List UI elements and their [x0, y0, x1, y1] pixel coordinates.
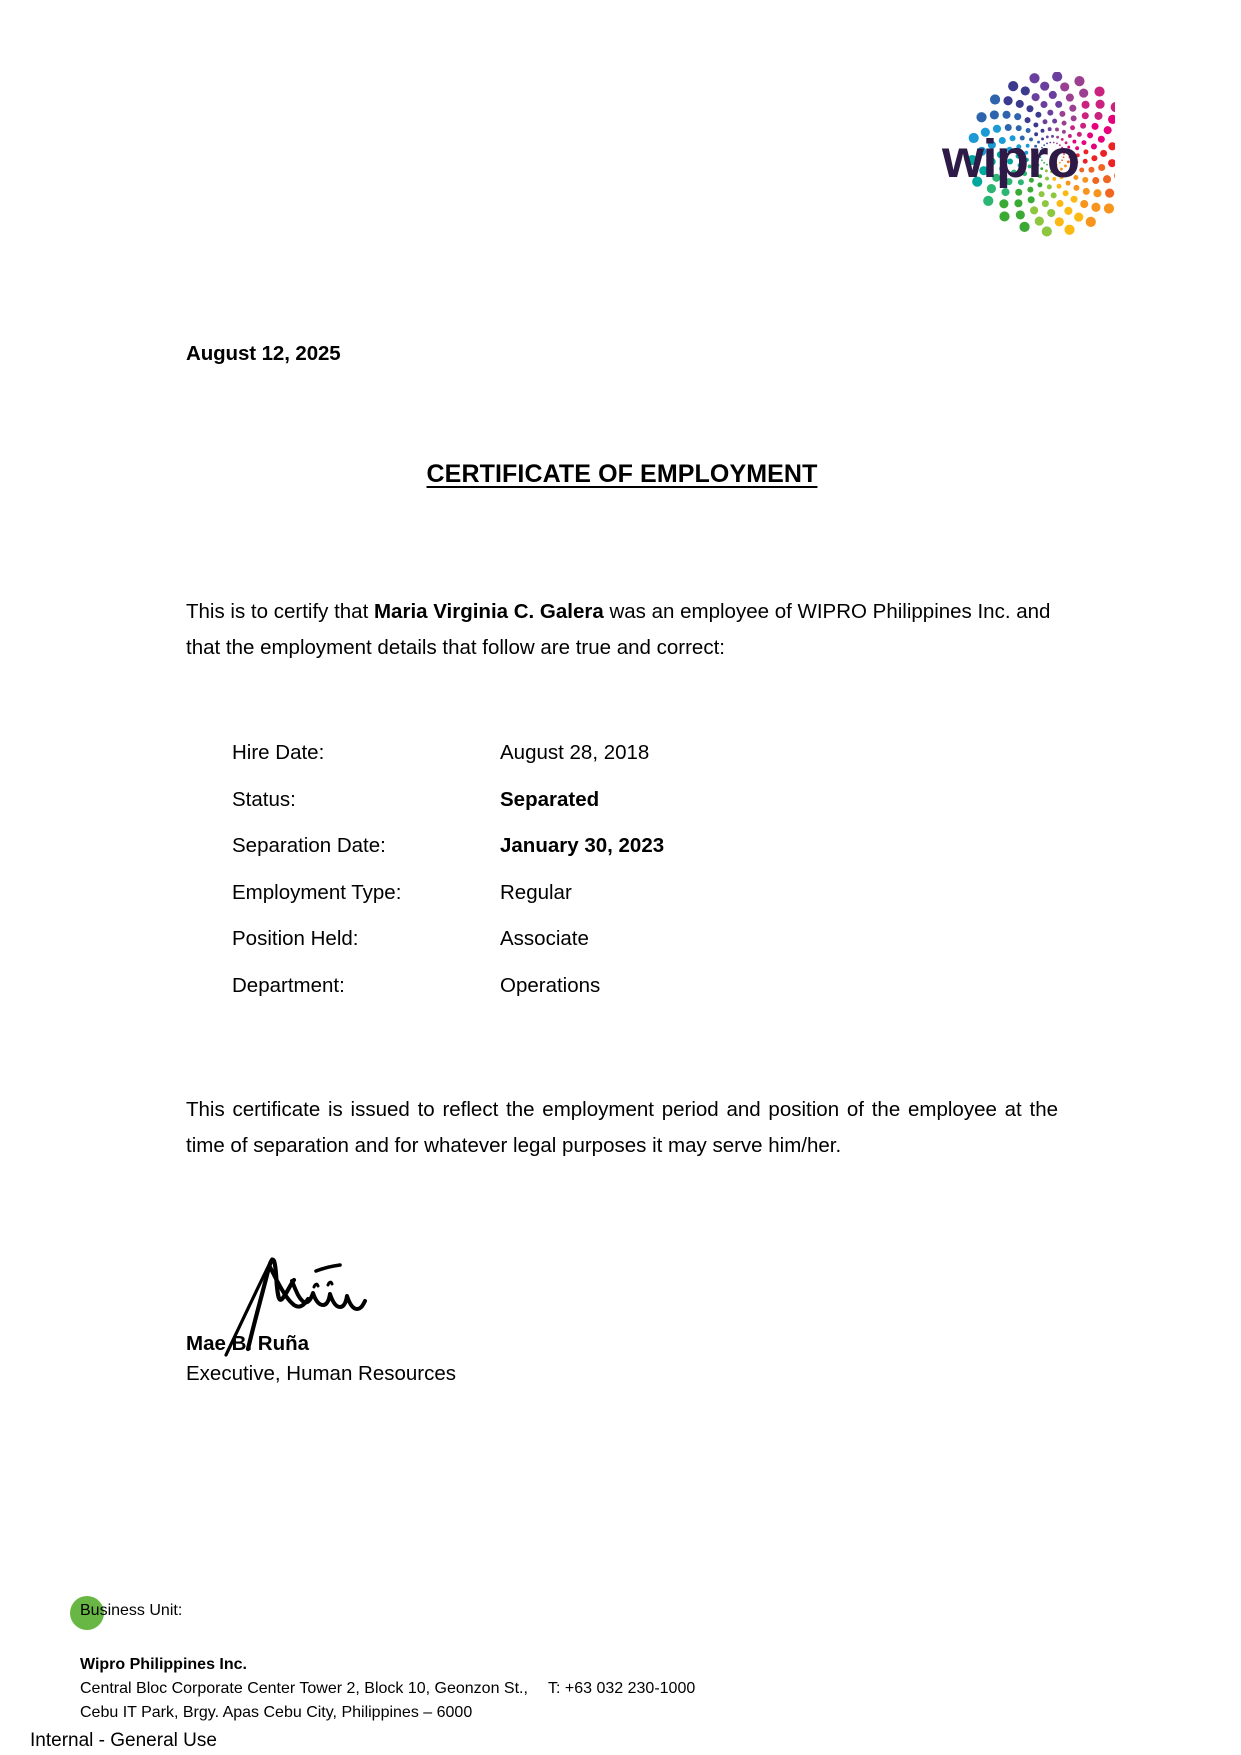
- logo-dot: [999, 199, 1008, 208]
- logo-dot: [1092, 123, 1099, 130]
- logo-dot: [1104, 203, 1114, 213]
- intro-paragraph: [186, 594, 1058, 666]
- logo-dot: [1094, 112, 1102, 120]
- logo-dot: [1062, 121, 1067, 126]
- address-line-2: Cebu IT Park, Brgy. Apas Cebu City, Philippines – 6000: [80, 1704, 473, 1721]
- logo-dot: [1052, 119, 1057, 124]
- logo-dot: [1083, 149, 1088, 154]
- company-name: Wipro Philippines Inc.: [80, 1656, 247, 1673]
- logo-dot: [1082, 101, 1090, 109]
- logo-dot: [1063, 190, 1069, 196]
- logo-dot: [1016, 100, 1024, 108]
- logo-dot: [1080, 200, 1088, 208]
- page-title-text: CERTIFICATE OF EMPLOYMENT: [426, 460, 818, 488]
- logo-dot: [1014, 113, 1021, 120]
- detail-label: Position Held:: [232, 927, 359, 950]
- detail-value: Regular: [500, 880, 572, 904]
- logo-dot: [1071, 115, 1077, 121]
- logo-dot: [1071, 196, 1078, 203]
- logo-dot: [1087, 132, 1093, 138]
- logo-dot: [1079, 168, 1084, 173]
- closing-paragraph: This certificate is issued to reflect the employment period and position of the employee at the time of separation and for whatever legal purposes it may serve him/her.: [186, 1098, 1058, 1157]
- logo-dot: [1094, 86, 1104, 96]
- table-row: [232, 789, 932, 836]
- page-title: [186, 460, 1058, 489]
- logo-dot: [1055, 101, 1062, 108]
- logo-dot: [1049, 91, 1057, 99]
- logo-dot: [1043, 119, 1048, 124]
- logo-dot: [1105, 189, 1114, 198]
- detail-label: Employment Type:: [232, 880, 402, 904]
- logo-dot: [1015, 189, 1022, 196]
- logo-dot: [1003, 96, 1012, 105]
- logo-dot: [1008, 81, 1018, 91]
- logo-dot: [1088, 167, 1094, 173]
- logo-dot: [1026, 105, 1033, 112]
- logo-dot: [1104, 126, 1112, 134]
- table-row: [232, 975, 932, 1022]
- detail-label: Hire Date:: [232, 741, 325, 764]
- detail-value: January 30, 2023: [500, 834, 665, 857]
- logo-dot: [976, 112, 986, 122]
- logo-dot: [990, 94, 1000, 104]
- wipro-logo: [930, 72, 1115, 237]
- business-unit-row: [80, 1595, 1160, 1633]
- logo-dot: [1091, 155, 1097, 161]
- logo-dot: [1074, 76, 1084, 86]
- logo-dot: [1093, 189, 1101, 197]
- logo-dot: [1060, 82, 1069, 91]
- table-row: [232, 882, 932, 929]
- logo-dot: [1047, 110, 1053, 116]
- classification-label: Internal - General Use: [30, 1730, 217, 1751]
- detail-label: Department:: [232, 973, 345, 997]
- logo-dot: [1064, 225, 1074, 235]
- detail-label: Separation Date:: [232, 834, 386, 857]
- logo-dot: [1091, 203, 1100, 212]
- logo-dot: [1016, 210, 1025, 219]
- logo-dot: [1001, 188, 1009, 196]
- logo-dot: [1080, 123, 1086, 129]
- logo-dot: [1025, 117, 1031, 123]
- detail-value: Operations: [500, 973, 601, 997]
- phone-number: T: +63 032 230-1000: [548, 1680, 696, 1697]
- table-row: [232, 835, 932, 882]
- logo-dot: [1039, 191, 1045, 197]
- table-row: [232, 742, 932, 789]
- logo-dot: [1098, 136, 1105, 143]
- logo-dot: [1042, 200, 1049, 207]
- logo-dot: [1108, 115, 1115, 124]
- logo-dot: [1051, 192, 1057, 198]
- address-line-1: Central Bloc Corporate Center Tower 2, Block 10, Geonzon St.,: [80, 1680, 528, 1697]
- footer: [80, 1595, 1160, 1721]
- detail-value: Separated: [500, 787, 600, 811]
- logo-dot: [1091, 144, 1097, 150]
- wipro-wordmark: wipro: [942, 129, 1079, 189]
- logo-dot: [1059, 111, 1065, 117]
- logo-dot: [1098, 164, 1105, 171]
- logo-dot: [1114, 171, 1115, 180]
- logo-dot: [1033, 122, 1038, 127]
- intro-lead: This is to certify that: [186, 600, 374, 623]
- detail-label: Status:: [232, 787, 296, 811]
- intro-tail: was an employee of WIPRO Philippines Inc. and that the employment details that follow are true and correct:: [186, 600, 1051, 659]
- logo-dot: [1103, 175, 1111, 183]
- business-unit-label: Business Unit:: [80, 1602, 183, 1619]
- logo-dot: [999, 211, 1009, 221]
- logo-dot: [1081, 140, 1086, 145]
- logo-dot: [1019, 222, 1029, 232]
- logo-dot: [1108, 142, 1115, 150]
- logo-dot: [1069, 105, 1076, 112]
- logo-dot: [1096, 100, 1105, 109]
- logo-dot: [1108, 159, 1115, 167]
- signer-role: Executive, Human Resources: [186, 1362, 457, 1385]
- logo-dot: [1029, 73, 1039, 83]
- logo-dot: [983, 196, 993, 206]
- logo-dot: [1021, 86, 1030, 95]
- logo-dot: [1100, 150, 1107, 157]
- detail-value: August 28, 2018: [500, 741, 650, 764]
- wipro-logo-icon: [930, 72, 1115, 237]
- document-date: August 12, 2025: [186, 342, 341, 365]
- logo-dot: [1074, 213, 1083, 222]
- logo-dot: [1052, 72, 1062, 82]
- employment-details-table: [232, 742, 932, 1021]
- employee-name: Maria Virginia C. Galera: [373, 600, 604, 623]
- logo-dot: [1082, 112, 1089, 119]
- logo-dot: [1066, 94, 1074, 102]
- signer-name: Mae B. Ruña: [186, 1332, 310, 1355]
- logo-dot: [1064, 207, 1072, 215]
- logo-dot: [1035, 112, 1041, 118]
- logo-dot: [1111, 102, 1115, 112]
- logo-dot: [1056, 200, 1063, 207]
- logo-dot: [1035, 217, 1044, 226]
- logo-dot: [1040, 101, 1047, 108]
- logo-dot: [1079, 89, 1088, 98]
- logo-dot: [1002, 111, 1010, 119]
- logo-dot: [1086, 217, 1096, 227]
- detail-value: Associate: [500, 927, 589, 950]
- logo-dot: [1030, 206, 1038, 214]
- logo-dot: [1082, 177, 1088, 183]
- logo-dot: [1040, 82, 1049, 91]
- logo-dot: [1083, 188, 1090, 195]
- logo-dot: [1055, 217, 1064, 226]
- logo-dot: [990, 110, 999, 119]
- logo-dot: [1083, 159, 1088, 164]
- logo-dot: [1042, 226, 1052, 236]
- logo-dot: [1092, 177, 1099, 184]
- logo-dot: [1014, 199, 1022, 207]
- logo-dot: [1032, 93, 1040, 101]
- logo-dot: [1028, 196, 1035, 203]
- table-row: [232, 928, 932, 975]
- logo-dot: [1047, 209, 1055, 217]
